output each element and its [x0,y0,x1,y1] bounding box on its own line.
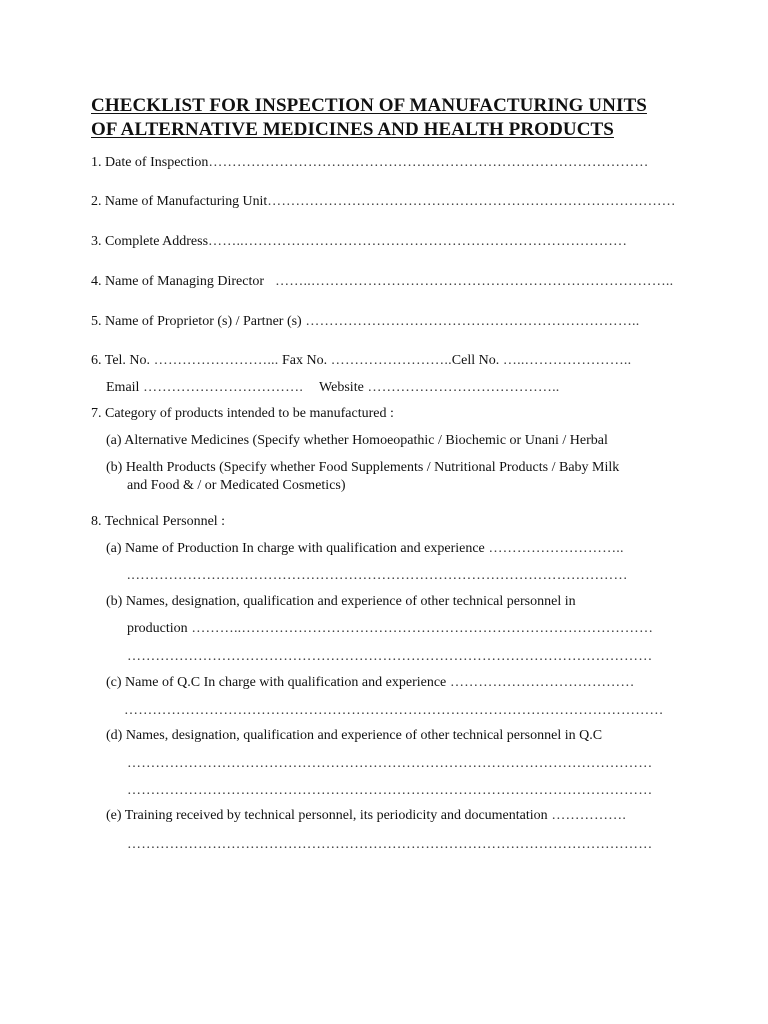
website-fill: ………………………………….. [363,380,560,395]
category-alternative-medicines: (a) Alternative Medicines (Specify whether Homoeopathic / Biochemic or Unani / Herbal [106,433,608,448]
category-health-products: (b) Health Products (Specify whether Food Supplements / Nutritional Products / Baby Milk [106,460,620,475]
fill-line: ………………………………………………………………………………… [208,155,649,170]
field-managing-director [91,273,673,291]
fill-line: ……………………….. [484,541,624,556]
tel-label: 6. Tel. No. [91,353,151,368]
email-label: Email [106,380,140,395]
email-fill: ……………………………. [139,380,304,395]
field-label: 4. Name of Managing Director [91,274,264,289]
field-label: 1. Date of Inspection [91,155,209,170]
personnel-production-label [127,620,653,638]
document-title [91,94,691,142]
fill-line: ………………………………………………………………………………………………… [127,756,653,771]
fill-line: ……………. [547,808,627,823]
fill-line: …………………………………………………………….. [301,314,640,329]
item-label: (a) Name of Production In charge with qualification and experience [106,541,485,556]
personnel-other-production: (b) Names, designation, qualification and experience of other technical personnel in [106,594,576,609]
item-label: (c) Name of Q.C In charge with qualification and experience [106,675,447,690]
fill-line: ………………………………………………………………………………………………… [127,837,653,852]
field-technical-personnel-heading: 8. Technical Personnel : [91,514,226,529]
fill-line: ………………………………… [446,675,635,690]
fill-line: ………………………………………………………………………………………………… [127,649,653,664]
fax-fill: …………………….. [327,353,452,368]
title-line-2: OF ALTERNATIVE MEDICINES AND HEALTH PRODUCTS [91,119,614,140]
fill-line: ………..…………………………………………………………………………… [187,621,654,636]
fill-line: ………………………………………………………………………………………………… [127,783,653,798]
personnel-other-qc: (d) Names, designation, qualification and experience of other technical personnel in Q.C [106,728,603,743]
fill-line: ……..……………………………………………………………………… [208,234,628,249]
tel-fill: ……………………... [150,353,279,368]
personnel-production-incharge [106,540,624,558]
field-label: 2. Name of Manufacturing Unit [91,194,268,209]
fill-line: .…………………………………………………………………………………………… [127,568,628,583]
field-manufacturing-unit-name [91,193,676,211]
field-email-website [106,379,560,397]
field-label: 3. Complete Address [91,234,209,249]
field-date-of-inspection [91,154,649,172]
field-category-heading: 7. Category of products intended to be manufactured : [91,406,394,421]
cell-label: Cell No. [451,353,500,368]
item-label: (e) Training received by technical personnel, its periodicity and documentation [106,808,548,823]
fax-label: Fax No. [278,353,328,368]
personnel-qc-incharge [106,674,635,692]
personnel-training [106,807,626,825]
field-proprietor-partner [91,313,639,331]
fill-line: ……..………………………………………………………………….. [264,274,674,289]
website-label: Website [319,380,364,395]
category-health-products-cont: and Food & / or Medicated Cosmetics) [127,478,346,493]
fill-line: …………………………………………………………………………………………………… [124,703,664,718]
field-label: 5. Name of Proprietor (s) / Partner (s) [91,314,302,329]
field-complete-address [91,233,627,251]
fill-line: …………………………………………………………………………… [267,194,676,209]
item-label: production [127,621,188,636]
cell-fill: …..………………….. [499,353,632,368]
field-contact-numbers [91,352,631,370]
title-line-1: CHECKLIST FOR INSPECTION OF MANUFACTURING UNITS [91,95,647,116]
